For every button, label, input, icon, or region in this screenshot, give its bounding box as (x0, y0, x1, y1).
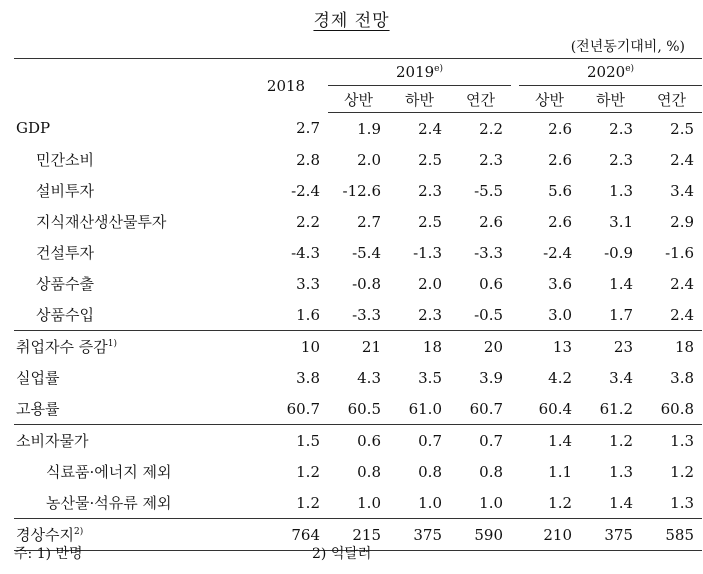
table-cell: 1.3 (609, 181, 634, 200)
table-cell: 3.4 (670, 181, 695, 200)
table-row (14, 144, 702, 175)
table-row (14, 362, 702, 393)
table-cell: 60.5 (347, 399, 381, 418)
table-cell: 2.3 (609, 119, 634, 138)
table-cell: -5.4 (352, 243, 381, 262)
table-cell: 4.2 (548, 368, 573, 387)
table-cell: -3.3 (474, 243, 504, 262)
table-cell: 1.7 (609, 305, 634, 324)
column-gap (511, 144, 519, 175)
table-cell: -1.6 (665, 243, 695, 262)
table-row (14, 175, 702, 206)
header-blank (14, 59, 244, 113)
table-cell: 0.7 (389, 425, 450, 457)
column-gap (511, 237, 519, 268)
table-cell: 2.4 (670, 150, 695, 169)
row-label: 건설투자 (36, 244, 94, 262)
table-cell: 13 (519, 331, 580, 363)
table-cell: 20 (450, 331, 511, 363)
table-cell: 1.3 (609, 462, 634, 481)
table-cell: 1.2 (548, 493, 573, 512)
table-cell: 21 (328, 331, 389, 363)
table-cell: 1.2 (670, 462, 695, 481)
table-cell: -1.3 (413, 243, 442, 262)
row-label: 고용률 (16, 400, 60, 418)
row-label: 민간소비 (36, 151, 94, 169)
row-label: 소비자물가 (14, 425, 244, 457)
table-cell: 61.2 (599, 399, 634, 418)
table-cell: 3.4 (609, 368, 634, 387)
table-cell: 2.3 (418, 181, 442, 200)
table-cell: 18 (389, 331, 450, 363)
table-cell: 1.4 (609, 493, 634, 512)
table-cell: 10 (244, 331, 328, 363)
table-cell: 1.4 (519, 425, 580, 457)
table-row (14, 113, 702, 145)
row-label: 경상수지$^{2)}$ (14, 519, 244, 551)
table-cell: -2.4 (543, 243, 573, 262)
table-cell: 590 (450, 519, 511, 551)
table-cell: 60.4 (538, 399, 573, 418)
table-row (14, 425, 702, 457)
header-2019-h1: 상반 (328, 86, 389, 113)
table-cell: -0.8 (352, 274, 381, 293)
header-gap (511, 59, 519, 86)
table-cell: 0.6 (479, 274, 504, 293)
column-gap (511, 206, 519, 237)
table-cell: -3.3 (352, 305, 381, 324)
table-cell: 1.2 (296, 462, 320, 481)
table-cell: 1.3 (670, 493, 695, 512)
table-cell: -0.5 (474, 305, 504, 324)
table-cell: 0.6 (328, 425, 389, 457)
table-row (14, 393, 702, 425)
table-row (14, 487, 702, 519)
column-gap (511, 175, 519, 206)
table-cell: 1.5 (244, 425, 328, 457)
table-cell: 2.6 (479, 212, 504, 231)
table-cell: 2.6 (548, 212, 573, 231)
table-cell: 5.6 (548, 181, 573, 200)
table-cell: 1.9 (357, 119, 381, 138)
row-label: GDP (16, 119, 51, 138)
table-row (14, 206, 702, 237)
table-cell: 1.4 (609, 274, 634, 293)
table-cell: 0.8 (479, 462, 504, 481)
column-gap (511, 299, 519, 331)
table-cell: 2.7 (296, 119, 320, 138)
table-row (14, 268, 702, 299)
table-cell: 23 (580, 331, 641, 363)
table-cell: 1.6 (296, 305, 320, 324)
header-year-2018: 2018 (266, 76, 306, 95)
header-2019-annual: 연간 (450, 86, 511, 113)
table-cell: 375 (389, 519, 450, 551)
column-gap (511, 362, 519, 393)
table-cell: -5.5 (474, 181, 504, 200)
table-cell: 1.2 (296, 493, 320, 512)
table-cell: 2.0 (357, 150, 381, 169)
column-gap (511, 487, 519, 519)
table-row (14, 299, 702, 331)
table-cell: 2.4 (670, 274, 695, 293)
table-title: 경제 전망 (313, 11, 390, 31)
table-cell: 1.2 (580, 425, 641, 457)
row-label: 농산물·석유류 제외 (46, 494, 172, 512)
table-cell: 1.0 (418, 493, 442, 512)
unit-label: (전년동기대비, %) (570, 39, 685, 55)
table-row (14, 331, 702, 363)
table-cell: 2.8 (296, 150, 320, 169)
table-cell: 0.7 (450, 425, 511, 457)
economic-outlook-table (14, 58, 702, 551)
table-cell: -12.6 (342, 181, 381, 200)
table-cell: 3.1 (609, 212, 634, 231)
table-cell: 3.8 (296, 368, 320, 387)
table-cell: 0.8 (418, 462, 442, 481)
table-cell: 2.2 (296, 212, 320, 231)
table-cell: 2.9 (670, 212, 695, 231)
table-cell: 2.5 (670, 119, 695, 138)
table-cell: 1.0 (357, 493, 381, 512)
header-2020-annual: 연간 (641, 86, 702, 113)
table-cell: 2.0 (418, 274, 442, 293)
table-row (14, 456, 702, 487)
table-cell: 3.6 (548, 274, 573, 293)
header-year-2020: 2020$^{e)}$ (519, 59, 702, 86)
table-cell: 18 (641, 331, 702, 363)
table-cell: 2.4 (418, 119, 442, 138)
column-gap (511, 268, 519, 299)
row-label: 실업률 (16, 369, 60, 387)
table-cell: 2.5 (418, 212, 442, 231)
row-label: 지식재산생산물투자 (36, 213, 167, 231)
table-cell: -0.9 (604, 243, 634, 262)
table-cell: 3.8 (670, 368, 695, 387)
table-cell: 2.3 (479, 150, 504, 169)
table-cell: 60.7 (286, 399, 320, 418)
table-cell: 215 (328, 519, 389, 551)
column-gap (511, 456, 519, 487)
column-gap (511, 519, 519, 551)
column-gap (511, 331, 519, 363)
table-cell: 61.0 (408, 399, 442, 418)
table-cell: 375 (580, 519, 641, 551)
table-cell: 3.9 (479, 368, 504, 387)
table-cell: 60.7 (469, 399, 504, 418)
table-cell: -4.3 (291, 243, 320, 262)
column-gap (511, 425, 519, 457)
row-label: 상품수입 (36, 306, 94, 324)
header-2019-h2: 하반 (389, 86, 450, 113)
table-cell: 2.6 (548, 150, 573, 169)
table-cell: 2.7 (357, 212, 381, 231)
table-cell: 3.5 (418, 368, 442, 387)
row-label: 설비투자 (36, 182, 94, 200)
table-cell: -2.4 (291, 181, 320, 200)
table-cell: 4.3 (357, 368, 381, 387)
table-cell: 585 (641, 519, 702, 551)
table-cell: 1.3 (641, 425, 702, 457)
row-label: 상품수출 (36, 275, 94, 293)
table-cell: 210 (519, 519, 580, 551)
table-cell: 2.6 (548, 119, 573, 138)
table-cell: 0.8 (357, 462, 381, 481)
table-cell: 3.3 (296, 274, 320, 293)
table-row (14, 237, 702, 268)
table-cell: 3.0 (548, 305, 573, 324)
table-cell: 2.2 (479, 119, 504, 138)
header-gap (511, 86, 519, 113)
table-cell: 2.3 (418, 305, 442, 324)
header-2020-h2: 하반 (580, 86, 641, 113)
column-gap (511, 393, 519, 425)
table-cell: 1.1 (548, 462, 573, 481)
header-2020-h1: 상반 (519, 86, 580, 113)
row-label: 취업자수 증감$^{1)}$ (14, 331, 244, 363)
table-cell: 764 (244, 519, 328, 551)
row-label: 식료품·에너지 제외 (46, 463, 172, 481)
footnote-2: 2) 억달러 (312, 546, 372, 562)
column-gap (511, 113, 519, 145)
table-cell: 1.0 (479, 493, 504, 512)
table-cell: 2.5 (418, 150, 442, 169)
table-cell: 2.4 (670, 305, 695, 324)
table-cell: 60.8 (660, 399, 695, 418)
footnote-1: 주: 1) 만명 (14, 546, 83, 562)
header-year-2019: 2019$^{e)}$ (328, 59, 511, 86)
table-cell: 2.3 (609, 150, 634, 169)
